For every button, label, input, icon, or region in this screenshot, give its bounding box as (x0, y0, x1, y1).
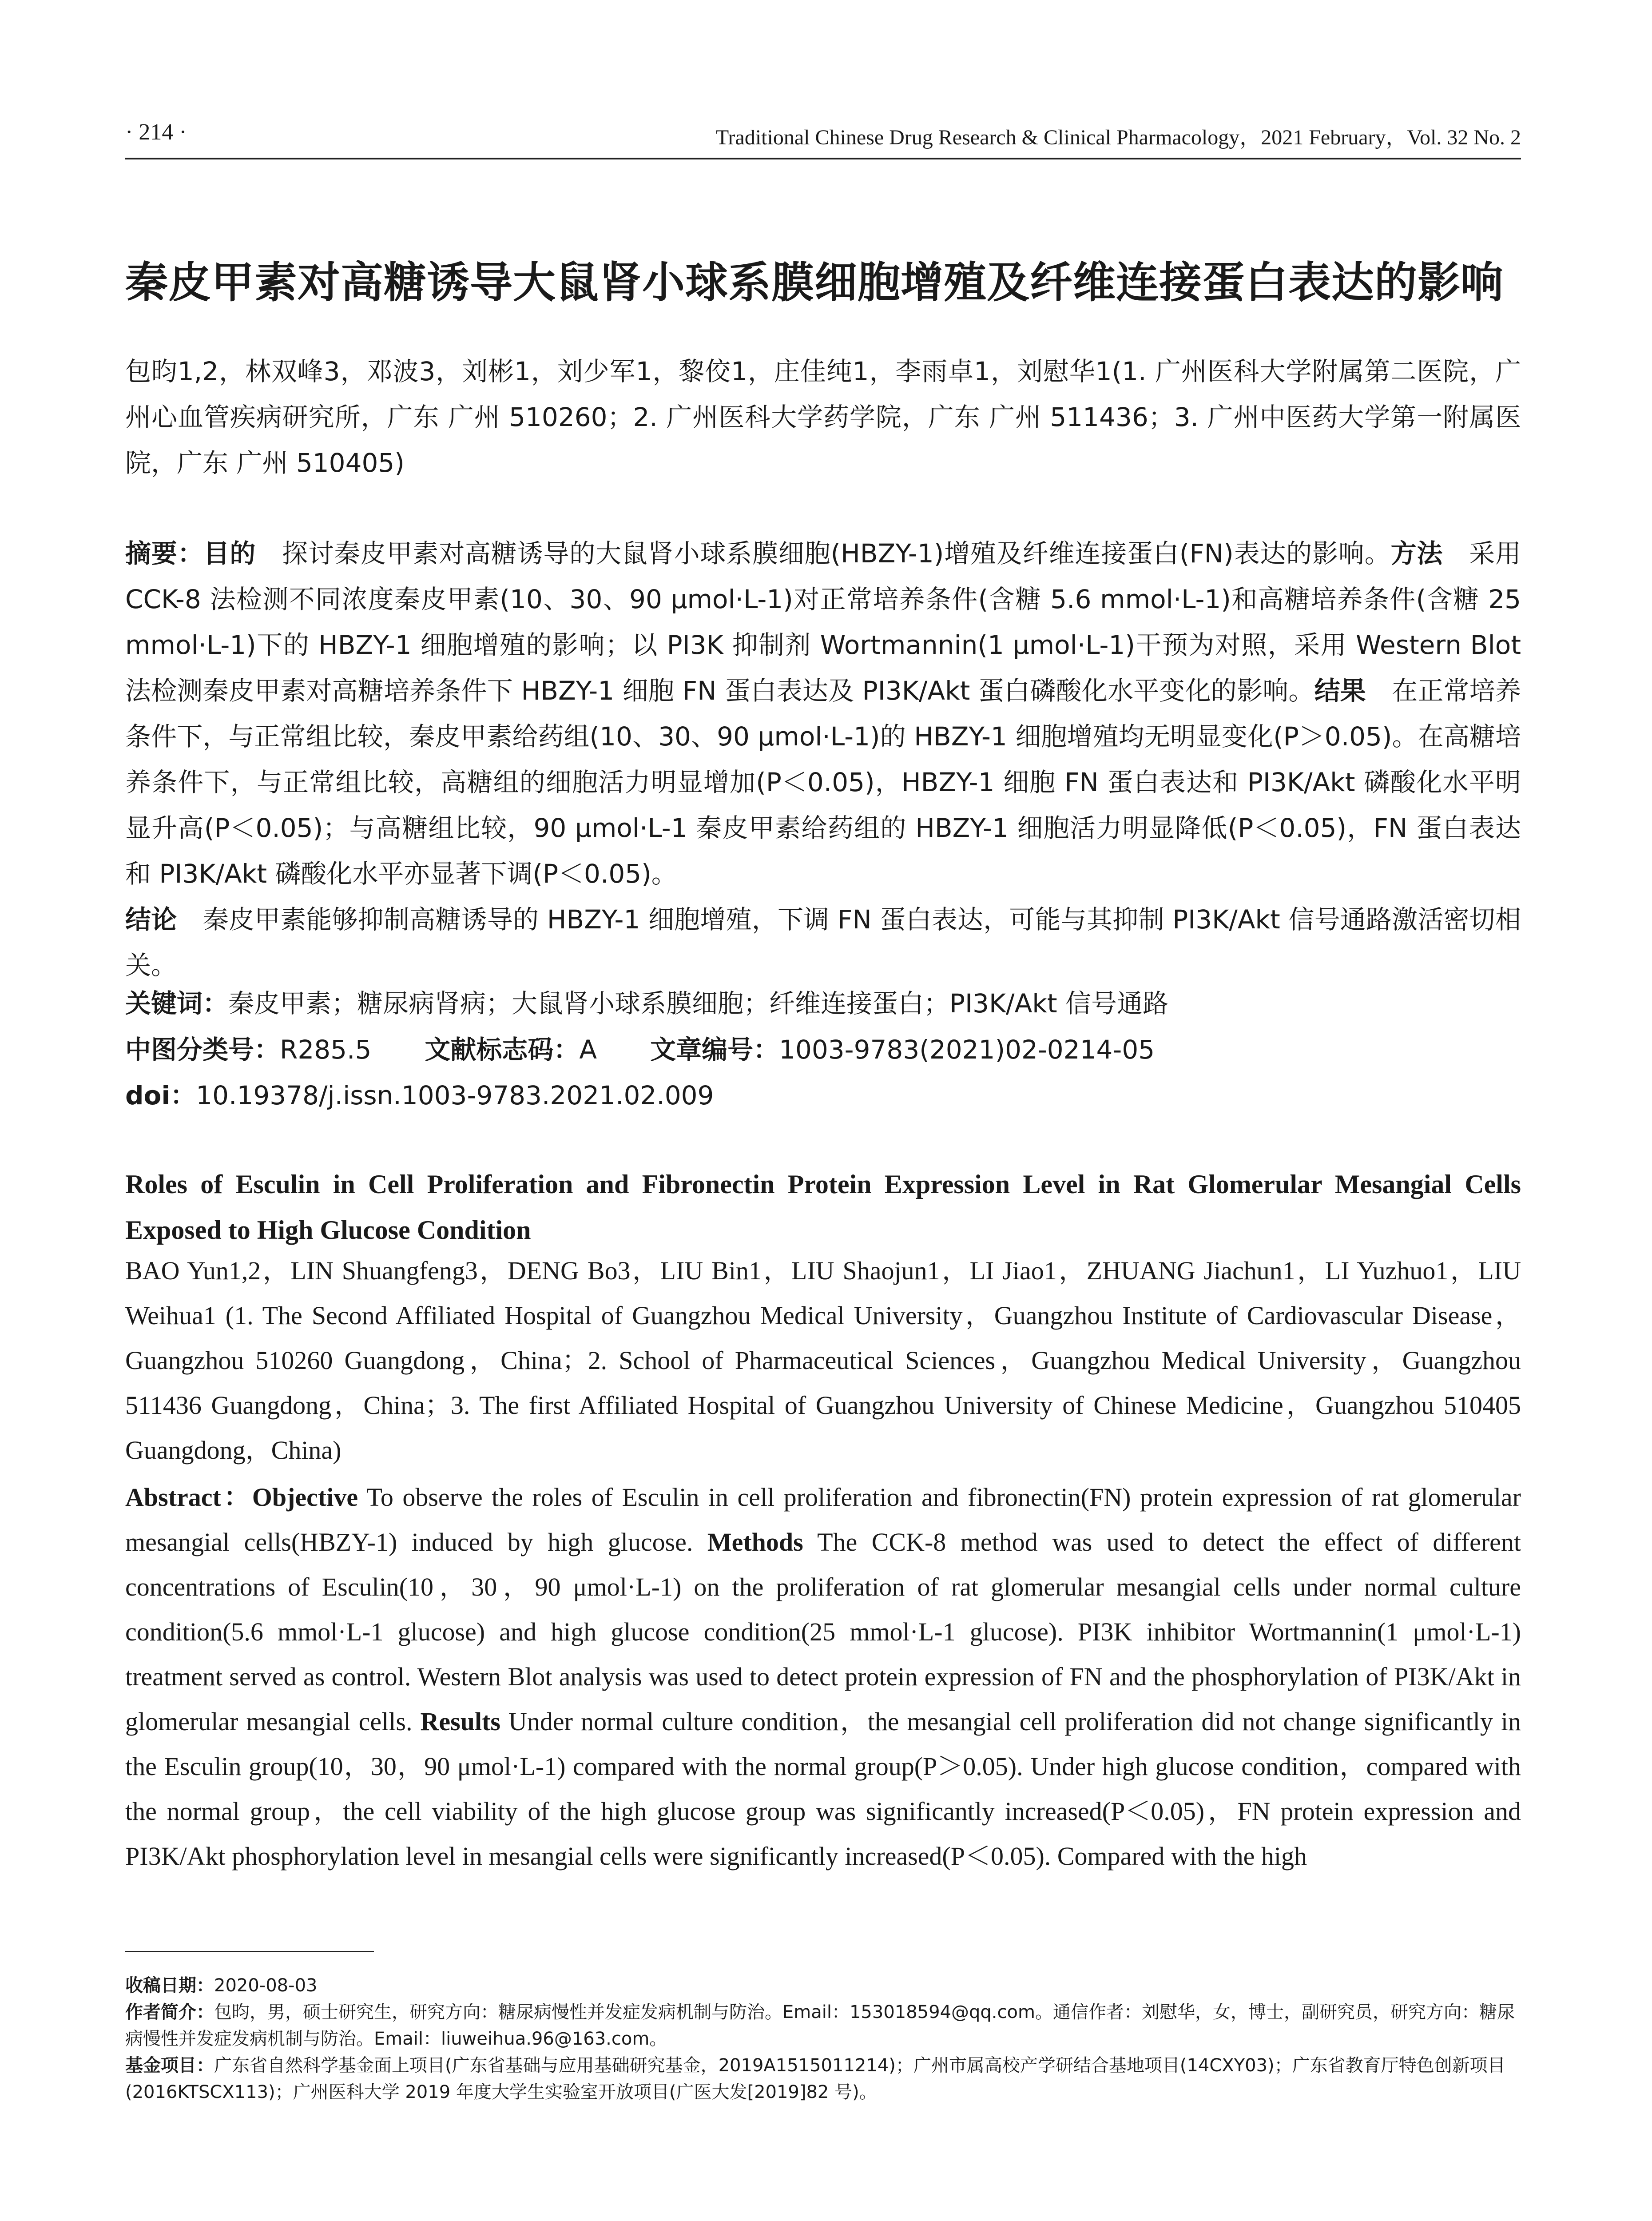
chinese-authors-affiliations: 包昀1,2，林双峰3，邓波3，刘彬1，刘少军1，黎佼1，庄佳纯1，李雨卓1，刘慰华1(1. 广州医科大学附属第二医院，广州心血管疾病研究所，广东 广州 510260；2. 广州医科大学药学院，广东 广州 511436；3. 广州中医药大学第一附属医院，广东 广州 510405) (125, 356, 1521, 478)
methods-label: 方法 (1390, 538, 1443, 569)
classification-line (125, 1027, 1521, 1073)
methods-text: 采用 CCK-8 法检测不同浓度秦皮甲素(10、30、90 μmol·L-1)对正常培养条件(含糖 5.6 mmol·L-1)和高糖培养条件(含糖 25 mmol·L-1)下的 HBZY-1 细胞增殖的影响；以 PI3K 抑制剂 Wortmannin(1 μmol·L-1)干预为对照，采用 Western Blot 法检测秦皮甲素对高糖培养条件下 HBZY-1 细胞 FN 蛋白表达及 PI3K/Akt 蛋白磷酸化水平变化的影响。 (125, 538, 1521, 706)
en-objective-label: Objective (252, 1483, 358, 1512)
article-no-value: 1003-9783(2021)02-0214-05 (779, 1035, 1155, 1065)
funding-text: 广东省自然科学基金面上项目(广东省基础与应用基础研究基金，2019A1515011214)；广州市属高校产学研结合基地项目(14CXY03)；广东省教育厅特色创新项目(2016KTSCX113)；广州医科大学 2019 年度大学生实验室开放项目(广医大发[2019]82 号)。 (125, 2055, 1505, 2102)
en-results-label: Results (420, 1707, 500, 1736)
doi-line (125, 1073, 1521, 1118)
en-abstract-label: Abstract： (125, 1483, 252, 1512)
doi-value: 10.19378/j.issn.1003-9783.2021.02.009 (196, 1080, 714, 1110)
chinese-abstract (125, 531, 1521, 988)
results-label: 结果 (1314, 676, 1366, 706)
english-title: Roles of Esculin in Cell Proliferation and Fibronectin Protein Expression Level in Rat Glomerular Mesangial Cells Exposed to High Glucose Condition (125, 1170, 1521, 1245)
doc-code-value: A (579, 1035, 597, 1065)
page-number: · 214 · (125, 119, 187, 145)
clc-value: R285.5 (280, 1035, 372, 1065)
author-info-text: 包昀，男，硕士研究生，研究方向：糖尿病慢性并发症发病机制与防治。Email：153018594@qq.com。通信作者：刘慰华，女，博士，副研究员，研究方向：糖尿病慢性并发症发病机制与防治。Email：liuweihua.96@163.com。 (125, 2002, 1515, 2049)
en-objective-text: To observe the roles of Esculin in cell proliferation and fibronectin(FN) protein expression of rat glomerular mesangial cells(HBZY-1) induced by high glucose. (125, 1483, 1521, 1556)
footnote-divider (125, 1951, 374, 1952)
chinese-title: 秦皮甲素对高糖诱导大鼠肾小球系膜细胞增殖及纤维连接蛋白表达的影响 (125, 258, 1504, 307)
running-header: Traditional Chinese Drug Research & Clinical Pharmacology，2021 February，Vol. 32 No. 2 (715, 126, 1521, 149)
footnote-received (125, 1972, 1521, 1999)
objective-text: 探讨秦皮甲素对高糖诱导的大鼠肾小球系膜细胞(HBZY-1)增殖及纤维连接蛋白(FN)表达的影响。 (282, 538, 1391, 569)
funding-label: 基金项目： (125, 2055, 214, 2076)
results-text: 在正常培养条件下，与正常组比较，秦皮甲素给药组(10、30、90 μmol·L-1)的 HBZY-1 细胞增殖均无明显变化(P＞0.05)。在高糖培养条件下，与正常组比较，高糖组的细胞活力明显增加(P＜0.05)，HBZY-1 细胞 FN 蛋白表达和 PI3K/Akt 磷酸化水平明显升高(P＜0.05)；与高糖组比较，90 μmol·L-1 秦皮甲素给药组的 HBZY-1 细胞活力明显降低(P＜0.05)，FN 蛋白表达和 PI3K/Akt 磷酸化水平亦显著下调(P＜0.05)。 (125, 676, 1521, 889)
chinese-keywords (125, 981, 1521, 1027)
footnote-funding (125, 2052, 1521, 2106)
keywords-label: 关键词： (125, 988, 229, 1019)
en-results-text: Under normal culture condition，the mesangial cell proliferation did not change significantly in the Esculin group(10，30，90 μmol·L-1) compared with the normal group(P＞0.05). Under high glucose condition，compared with the normal group，the cell viability of the high glucose group was significantly increased(P＜0.05)，FN protein expression and PI3K/Akt phosphorylation level in mesangial cells were significantly increased(P＜0.05). Compared with the high (125, 1707, 1521, 1871)
en-methods-label: Methods (707, 1528, 803, 1556)
doc-code-label: 文献标志码： (425, 1035, 580, 1065)
received-date: 2020-08-03 (214, 1975, 318, 1996)
doi-label: doi： (125, 1080, 196, 1110)
english-abstract (125, 1475, 1521, 1879)
english-authors-affiliations: BAO Yun1,2，LIN Shuangfeng3，DENG Bo3，LIU Bin1，LIU Shaojun1，LI Jiao1，ZHUANG Jiachun1，LI Yuzhuo1，LIU Weihua1 (1. The Second Affiliated Hospital of Guangzhou Medical University，Guangzhou Institute of Cardiovascular Disease，Guangzhou 510260 Guangdong，China；2. School of Pharmaceutical Sciences，Guangzhou Medical University，Guangzhou 511436 Guangdong，China；3. The first Affiliated Hospital of Guangzhou University of Chinese Medicine，Guangzhou 510405 Guangdong，China) (125, 1256, 1521, 1465)
header-divider (125, 158, 1521, 159)
keywords-text: 秦皮甲素；糖尿病肾病；大鼠肾小球系膜细胞；纤维连接蛋白；PI3K/Akt 信号通路 (228, 988, 1169, 1019)
footnote-author-info (125, 1999, 1521, 2052)
objective-label: 目的 (203, 538, 256, 569)
author-info-label: 作者简介： (125, 2002, 214, 2022)
en-methods-text: The CCK-8 method was used to detect the effect of different concentrations of Esculin(10，30，90 μmol·L-1) on the proliferation of rat glomerular mesangial cells under normal culture condition(5.6 mmol·L-1 glucose) and high glucose condition(25 mmol·L-1 glucose). PI3K inhibitor Wortmannin(1 μmol·L-1) treatment served as control. Western Blot analysis was used to detect protein expression of FN and the phosphorylation of PI3K/Akt in glomerular mesangial cells. (125, 1528, 1521, 1736)
received-label: 收稿日期： (125, 1975, 214, 1996)
abstract-label: 摘要： (125, 538, 204, 569)
article-no-label: 文章编号： (650, 1035, 779, 1065)
conclusion-text: 秦皮甲素能够抑制高糖诱导的 HBZY-1 细胞增殖，下调 FN 蛋白表达，可能与其抑制 PI3K/Akt 信号通路激活密切相关。 (125, 904, 1521, 980)
clc-label: 中图分类号： (125, 1035, 280, 1065)
conclusion-label: 结论 (125, 904, 177, 935)
